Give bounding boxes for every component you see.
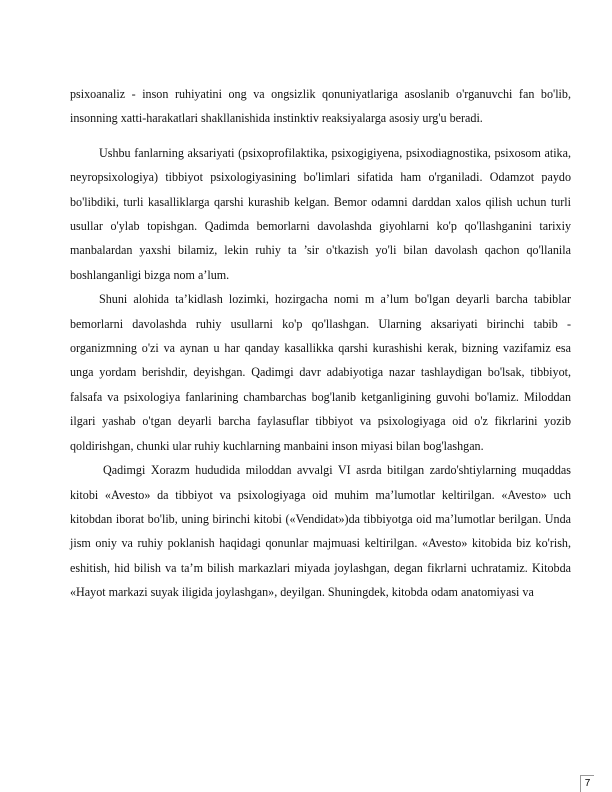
paragraph-ancient-healers: Shuni alohida ta’kidlash lozimki, hozirgacha nomi m a’lum bo'lgan deyarli barcha tabiblar bemorlarni davolashda ruhiy usullarni ko'p qo'llashgan. Ularning aksariyati birinchi tabib - organizmning o'zi va aynan u har qanday kasallikka qarshi kurashishi kerak, bizning vazifamiz esa unga yordam berishdir, deyishgan. Qadimgi davr adabiyotiga nazar tashlaydigan bo'lsak, tibbiyot, falsafa va psixologiya fanlarining chambarchas bog'lanib ketganligining guvohi bo'lamiz. Miloddan ilgari yashab o'tgan deyarli barcha faylasuflar tibbiyot va psixologiyaga oid o'z fikrlarini yozib qoldirishgan, chunki ular ruhiy kuchlarning manbaini inson miyasi bilan bog'lashgan. xyxy=(70,292,571,453)
paragraph-psychoanalysis: psixoanaliz - inson ruhiyatini ong va ongsizlik qonuniyatlariga asoslanib o'rganuvchi fan bo'lib, insonning xatti-harakatlari shakllanishida instinktiv reaksiyalarga asosiy urg'u beradi. xyxy=(70,87,571,126)
document-body xyxy=(70,82,571,605)
page-number: 7 xyxy=(580,775,594,792)
paragraph-medical-psychology: Ushbu fanlarning aksariyati (psixoprofilaktika, psixogigiyena, psixodiagnostika, psixosom atika, neyropsixologiya) tibbiyot psixologiyasining bo'limlari sifatida ham o'rganiladi. Odamzot paydo bo'libdiki, turli kasalliklarga qarshi kurashib kelgan. Bemor odamni darddan xalos qilish uchun turli usullar o'ylab topishgan. Qadimda bemorlarni davolashda giyohlarni ko'p qo'llashganini tarixiy manbalardan yaxshi bilamiz, lekin ruhiy ta ’sir o'tkazish yo'li bilan davolash qachon qo'llanila boshlanganligi bizga nom a’lum. xyxy=(70,145,571,282)
paragraph-avesto: Qadimgi Xorazm hududida miloddan avvalgi VI asrda bitilgan zardo'shtiylarning muqaddas kitobi «Avesto» da tibbiyot va psixologiyaga oid muhim ma’lumotlar keltirilgan. «Avesto» uch kitobdan iborat bo'lib, uning birinchi kitobi («Vendidat»)da tibbiyotga oid ma’lumotlar berilgan. Unda jism oniy va ruhiy poklanish haqidagi qonunlar majmuasi keltirilgan. «Avesto» kitobida biz ko'rish, eshitish, hid bilish va ta’m bilish markazlari miyada joylashgan, degan fikrlarni uchratamiz. Kitobda «Hayot markazi suyak iligida joylashgan», deyilgan. Shuningdek, kitobda odam anatomiyasi va xyxy=(70,463,571,600)
